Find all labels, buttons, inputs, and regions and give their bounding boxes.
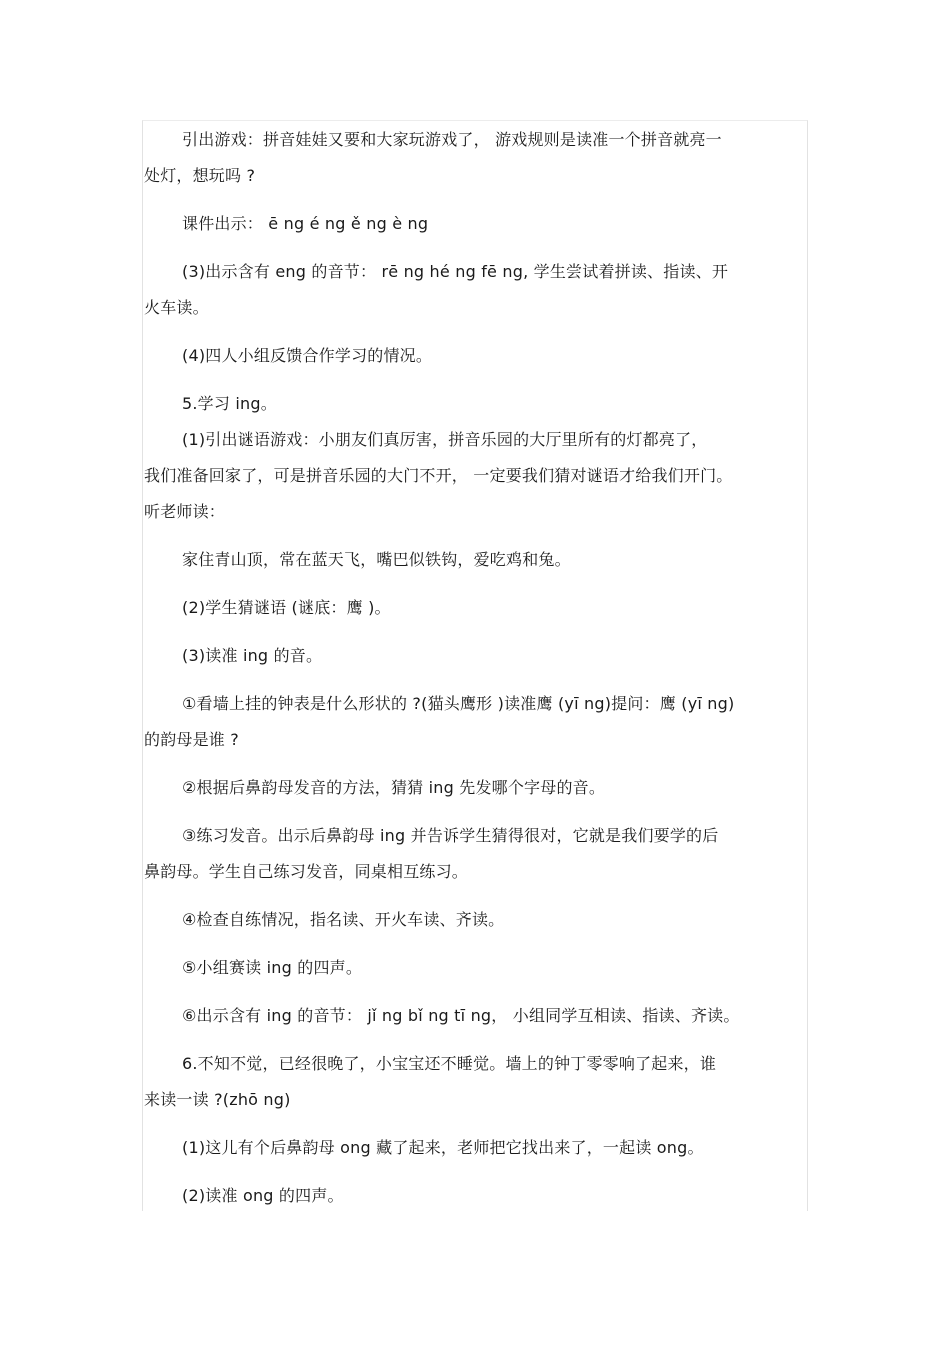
section-heading: 6.不知不觉，已经很晚了，小宝宝还不睡觉。墙上的钟丁零零响了起来，谁: [182, 1054, 717, 1073]
text-line: ②根据后鼻韵母发音的方法，猜猜 ing 先发哪个字母的音。: [182, 778, 606, 797]
text-line: 引出游戏：拼音娃娃又要和大家玩游戏了， 游戏规则是读准一个拼音就亮一: [182, 130, 722, 149]
text-line: 我们准备回家了，可是拼音乐园的大门不开， 一定要我们猜对谜语才给我们开门。: [144, 466, 733, 485]
text-line: 听老师读：: [144, 502, 226, 521]
text-line: ③练习发音。出示后鼻韵母 ing 并告诉学生猜得很对，它就是我们要学的后: [182, 826, 719, 845]
text-line: (1)引出谜语游戏：小朋友们真厉害，拼音乐园的大厅里所有的灯都亮了，: [182, 430, 708, 449]
text-line: (1)这儿有个后鼻韵母 ong 藏了起来，老师把它找出来了，一起读 ong。: [182, 1138, 704, 1157]
text-line: 的韵母是谁 ?: [144, 730, 239, 749]
text-line: ①看墙上挂的钟表是什么形状的 ?(猫头鹰形 )读准鹰 (yī ng)提问：鹰 (yī ng): [182, 694, 735, 713]
text-line: (2)学生猜谜语 (谜底：鹰 )。: [182, 598, 391, 617]
text-line: (3)读准 ing 的音。: [182, 646, 323, 665]
text-line: ④检查自练情况，指名读、开火车读、齐读。: [182, 910, 505, 929]
text-line: 处灯，想玩吗 ?: [144, 166, 256, 185]
text-line: 来读一读 ?(zhō ng): [144, 1090, 291, 1109]
text-line: 火车读。: [144, 298, 209, 317]
section-heading: 5.学习 ing。: [182, 394, 277, 413]
text-line: ⑥出示含有 ing 的音节： jǐ ng bǐ ng tī ng， 小组同学互相读、指读、齐读。: [182, 1006, 740, 1025]
text-line: (3)出示含有 eng 的音节： rē ng hé ng fē ng, 学生尝试着拼读、指读、开: [182, 262, 729, 281]
text-line: (4)四人小组反馈合作学习的情况。: [182, 346, 433, 365]
text-line: (2)读准 ong 的四声。: [182, 1186, 344, 1205]
riddle-text: 家住青山顶，常在蓝天飞，嘴巴似铁钩，爱吃鸡和兔。: [182, 550, 571, 569]
text-line: ⑤小组赛读 ing 的四声。: [182, 958, 363, 977]
text-line: 鼻韵母。学生自己练习发音，同桌相互练习。: [144, 862, 469, 881]
text-line: 课件出示： ē ng é ng ě ng è ng: [182, 214, 429, 233]
